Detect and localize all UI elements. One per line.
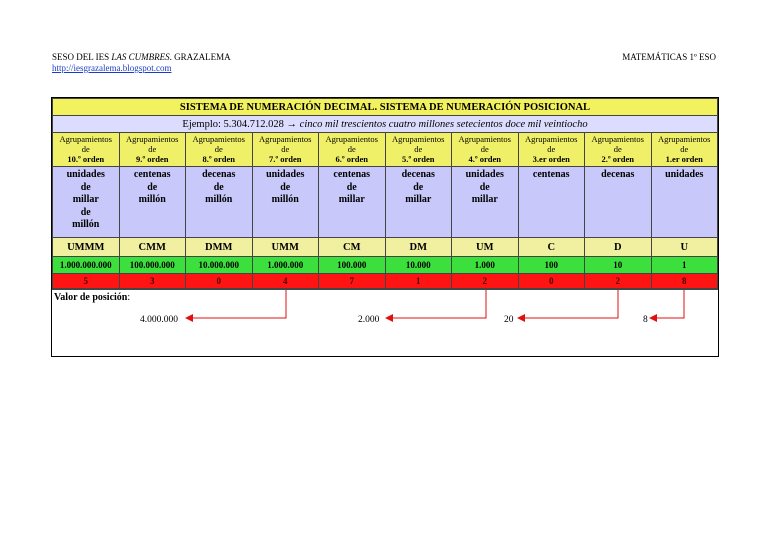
digit-cell: 5 bbox=[53, 274, 120, 289]
position-value-millions: 4.000.000 bbox=[140, 315, 178, 325]
unit-name-line: unidades bbox=[665, 169, 704, 180]
unit-name-line: de bbox=[413, 181, 424, 193]
place-value-cell: 100.000 bbox=[319, 257, 386, 274]
grouping-de: de bbox=[547, 144, 556, 154]
grouping-word: Agrupamientos bbox=[192, 134, 245, 144]
unit-name-line: centenas bbox=[333, 169, 371, 180]
unit-name-cell bbox=[53, 167, 120, 238]
unit-name-line: millar bbox=[405, 194, 432, 205]
grouping-de: de bbox=[81, 144, 90, 154]
example-row bbox=[53, 116, 718, 133]
grouping-cell bbox=[53, 133, 120, 167]
grouping-de: de bbox=[414, 144, 423, 154]
unit-name-line: millar bbox=[471, 194, 498, 205]
grouping-cell bbox=[452, 133, 519, 167]
digit-cell: 2 bbox=[452, 274, 519, 289]
unit-name-line: unidades bbox=[66, 169, 105, 180]
unit-name-line: millar bbox=[72, 194, 99, 205]
unit-name-line: de bbox=[147, 181, 158, 193]
abbreviation-cell: CMM bbox=[119, 238, 186, 257]
digit-cell: 2 bbox=[585, 274, 652, 289]
grouping-cell bbox=[119, 133, 186, 167]
digit-cell: 1 bbox=[385, 274, 452, 289]
school-name: SESO DEL IES LAS CUMBRES. GRAZALEMA bbox=[52, 52, 231, 62]
place-value-cell: 1.000.000.000 bbox=[53, 257, 120, 274]
place-value-cell: 1.000.000 bbox=[252, 257, 319, 274]
place-value-cell: 100.000.000 bbox=[119, 257, 186, 274]
grouping-word: Agrupamientos bbox=[325, 134, 378, 144]
place-value-cell: 10 bbox=[585, 257, 652, 274]
grouping-cell bbox=[585, 133, 652, 167]
grouping-de: de bbox=[148, 144, 157, 154]
grouping-de: de bbox=[613, 144, 622, 154]
grouping-cell bbox=[252, 133, 319, 167]
grouping-cell bbox=[319, 133, 386, 167]
place-value-cell: 10.000.000 bbox=[186, 257, 253, 274]
place-values-row bbox=[53, 257, 718, 274]
subject-label: MATEMÁTICAS 1º ESO bbox=[622, 52, 716, 62]
grouping-de: de bbox=[214, 144, 223, 154]
place-value-cell: 1.000 bbox=[452, 257, 519, 274]
digits-row bbox=[53, 274, 718, 289]
position-value-section bbox=[52, 289, 718, 356]
grouping-order: 3.er orden bbox=[532, 154, 570, 164]
grouping-word: Agrupamientos bbox=[591, 134, 644, 144]
grouping-de: de bbox=[480, 144, 489, 154]
grouping-order: 5.º orden bbox=[401, 154, 435, 164]
grouping-word: Agrupamientos bbox=[658, 134, 711, 144]
grouping-de: de bbox=[347, 144, 356, 154]
arrow-units bbox=[650, 290, 684, 318]
digit-cell: 4 bbox=[252, 274, 319, 289]
table-title: SISTEMA DE NUMERACIÓN DECIMAL. SISTEMA DE NUMERACIÓN POSICIONAL bbox=[53, 99, 718, 116]
unit-name-cell bbox=[452, 167, 519, 238]
arrow-millions bbox=[186, 290, 286, 318]
position-value-tens: 20 bbox=[504, 315, 514, 325]
grouping-order: 2.º orden bbox=[601, 154, 635, 164]
title-row bbox=[53, 99, 718, 116]
groupings-row bbox=[53, 133, 718, 167]
unit-name-line: millón bbox=[72, 219, 100, 230]
digit-cell: 3 bbox=[119, 274, 186, 289]
abbreviation-cell: UMM bbox=[252, 238, 319, 257]
unit-name-line: de bbox=[280, 181, 291, 193]
unit-name-line: unidades bbox=[266, 169, 305, 180]
place-value-cell: 10.000 bbox=[385, 257, 452, 274]
unit-names-row bbox=[53, 167, 718, 238]
unit-name-cell bbox=[252, 167, 319, 238]
grouping-word: Agrupamientos bbox=[126, 134, 179, 144]
arrow-thousands bbox=[386, 290, 486, 318]
grouping-cell bbox=[651, 133, 718, 167]
unit-name-line: de bbox=[213, 181, 224, 193]
unit-name-cell bbox=[319, 167, 386, 238]
unit-name-cell bbox=[119, 167, 186, 238]
unit-name-line: millón bbox=[205, 194, 233, 205]
numeration-table bbox=[51, 97, 719, 357]
abbreviation-cell: DMM bbox=[186, 238, 253, 257]
unit-name-line: millón bbox=[271, 194, 299, 205]
unit-name-line: decenas bbox=[601, 169, 635, 180]
position-value-units: 8 bbox=[643, 315, 648, 325]
grouping-word: Agrupamientos bbox=[458, 134, 511, 144]
grouping-order: 8.º orden bbox=[202, 154, 236, 164]
unit-name-line: millar bbox=[338, 194, 365, 205]
grouping-order: 7.º orden bbox=[268, 154, 302, 164]
arrow-tens bbox=[518, 290, 618, 318]
abbreviation-cell: UMMM bbox=[53, 238, 120, 257]
digit-cell: 8 bbox=[651, 274, 718, 289]
digit-cell: 7 bbox=[319, 274, 386, 289]
grouping-word: Agrupamientos bbox=[59, 134, 112, 144]
unit-name-line: unidades bbox=[465, 169, 504, 180]
unit-name-cell bbox=[518, 167, 585, 238]
digit-cell: 0 bbox=[518, 274, 585, 289]
unit-name-cell bbox=[651, 167, 718, 238]
unit-name-cell bbox=[186, 167, 253, 238]
unit-name-line: decenas bbox=[401, 169, 435, 180]
unit-name-cell bbox=[585, 167, 652, 238]
unit-name-line: centenas bbox=[133, 169, 171, 180]
abbreviation-cell: C bbox=[518, 238, 585, 257]
abbreviations-row bbox=[53, 238, 718, 257]
unit-name-line: millón bbox=[138, 194, 166, 205]
grouping-word: Agrupamientos bbox=[392, 134, 445, 144]
position-value-label: Valor de posición: bbox=[54, 292, 131, 303]
grouping-word: Agrupamientos bbox=[259, 134, 312, 144]
abbreviation-cell: CM bbox=[319, 238, 386, 257]
grouping-cell bbox=[518, 133, 585, 167]
position-value-thousands: 2.000 bbox=[358, 315, 380, 325]
abbreviation-cell: DM bbox=[385, 238, 452, 257]
unit-name-cell bbox=[385, 167, 452, 238]
grouping-de: de bbox=[281, 144, 290, 154]
grouping-word: Agrupamientos bbox=[525, 134, 578, 144]
document-header-left bbox=[52, 52, 231, 74]
grouping-cell bbox=[385, 133, 452, 167]
digit-cell: 0 bbox=[186, 274, 253, 289]
place-value-cell: 1 bbox=[651, 257, 718, 274]
unit-name-line: de bbox=[80, 181, 91, 193]
unit-name-line: decenas bbox=[202, 169, 236, 180]
grouping-cell bbox=[186, 133, 253, 167]
grouping-order: 4.º orden bbox=[468, 154, 502, 164]
unit-name-line: de bbox=[479, 181, 490, 193]
example-text: Ejemplo: 5.304.712.028 → cinco mil trescientos cuatro millones setecientos doce mil veintiocho bbox=[53, 116, 718, 133]
abbreviation-cell: UM bbox=[452, 238, 519, 257]
unit-name-line: centenas bbox=[532, 169, 570, 180]
abbreviation-cell: U bbox=[651, 238, 718, 257]
place-value-cell: 100 bbox=[518, 257, 585, 274]
unit-name-line: de bbox=[346, 181, 357, 193]
grouping-order: 1.er orden bbox=[665, 154, 703, 164]
grouping-de: de bbox=[680, 144, 689, 154]
abbreviation-cell: D bbox=[585, 238, 652, 257]
unit-name-line: de bbox=[80, 206, 91, 218]
grouping-order: 10.º orden bbox=[67, 154, 105, 164]
grouping-order: 6.º orden bbox=[335, 154, 369, 164]
grouping-order: 9.º orden bbox=[135, 154, 169, 164]
blog-link[interactable]: http://iesgrazalema.blogspot.com bbox=[52, 63, 172, 73]
